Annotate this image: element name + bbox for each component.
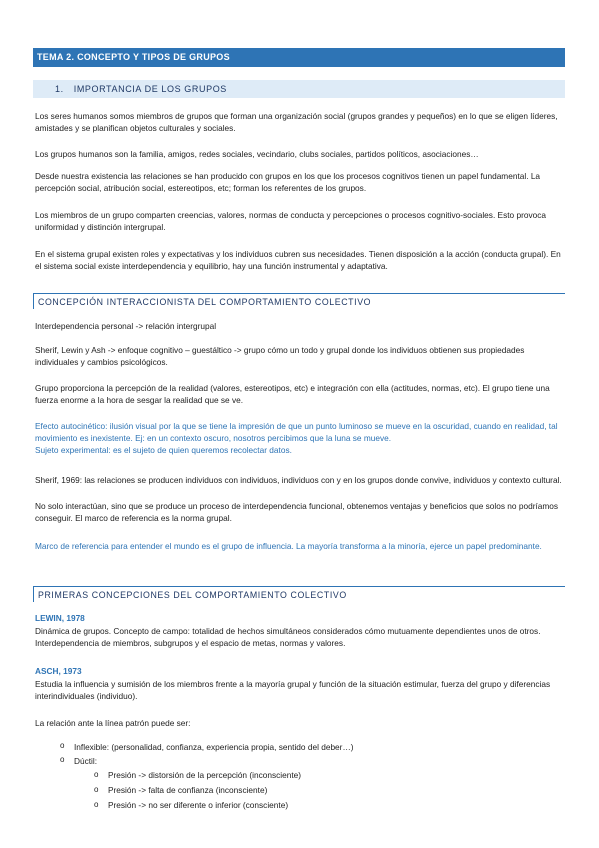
interaccionista-paragraph-1: Interdependencia personal -> relación intergrupal bbox=[35, 321, 217, 331]
sub-list-item: o Presión -> no ser diferente o inferior (consciente) bbox=[94, 798, 560, 813]
interaccionista-paragraph-3: Grupo proporciona la percepción de la realidad (valores, estereotipos, etc) e integración con ella (actitudes, normas, etc). El grupo tiene una fuerza enorme a la hora de sesgar la realidad que se ve. bbox=[35, 383, 550, 406]
experimental-subject-note: Sujeto experimental: es el sujeto de quien queremos recolectar datos. bbox=[35, 445, 292, 455]
relation-intro: La relación ante la línea patrón puede ser: bbox=[35, 718, 191, 728]
heading-primeras: PRIMERAS CONCEPCIONES DEL COMPORTAMIENTO COLECTIVO bbox=[33, 586, 565, 602]
asch-paragraph: Estudia la influencia y sumisión de los miembros frente a la mayoría grupal y función de la situación estimular, fuerza del grupo y diferencias interindividuales (individuo). bbox=[35, 679, 551, 702]
intro-paragraph-1: Los seres humanos somos miembros de grupos que forman una organización social (grupos grandes y pequeños) en lo que se eligen líderes, amistades y se planifican objetos culturales y sociales. bbox=[35, 111, 558, 134]
relation-list bbox=[60, 740, 560, 813]
list-item-label: Dúctil: bbox=[74, 756, 98, 766]
ductil-sublist bbox=[74, 768, 560, 813]
intro-paragraph-4: Los miembros de un grupo comparten creencias, valores, normas de conducta y percepciones o procesos cognitivo-sociales. Esto provoca uniformidad y distinción intergrupal. bbox=[35, 210, 546, 233]
interaccionista-paragraph-2: Sherif, Lewin y Ash -> enfoque cognitivo – guestáltico -> grupo cómo un todo y grupal donde los individuos obtienen sus propiedades individuales y cambios psicológicos. bbox=[35, 345, 525, 368]
interaccionista-paragraph-4: Sherif, 1969: las relaciones se producen individuos con individuos, individuos con y en los grupos donde convive, individuos y contexto cultural. bbox=[35, 475, 562, 485]
intro-paragraph-3: Desde nuestra existencia las relaciones se han producido con grupos en los que los procesos cognitivos tienen un papel fundamental. La percepción social, atribución social, estereotipos, etc; forman los referentes de los grupos. bbox=[35, 171, 541, 194]
autocinetic-effect-note: Efecto autocinético: ilusión visual por la que se tiene la impresión de que un punto luminoso se mueve en la oscuridad, cuando en realidad, tal movimiento es inexistente. Ej: en un contexto oscuro, nosotros percibimos que la luna se mueve. bbox=[35, 421, 558, 444]
heading-interaccionista: CONCEPCIÓN INTERACCIONISTA DEL COMPORTAMIENTO COLECTIVO bbox=[33, 293, 565, 309]
section-heading-1 bbox=[33, 80, 565, 98]
asch-title: ASCH, 1973 bbox=[35, 666, 82, 676]
topic-title: TEMA 2. CONCEPTO Y TIPOS DE GRUPOS bbox=[33, 48, 565, 67]
list-item-ductil bbox=[60, 754, 560, 813]
sub-list-item: o Presión -> falta de confianza (inconsciente) bbox=[94, 783, 560, 798]
intro-paragraph-2: Los grupos humanos son la familia, amigos, redes sociales, vecindario, clubs sociales, partidos políticos, asociaciones… bbox=[35, 149, 479, 159]
section-title: IMPORTANCIA DE LOS GRUPOS bbox=[73, 84, 227, 94]
section-number: 1. bbox=[55, 84, 64, 94]
list-item-label: Inflexible: (personalidad, confianza, experiencia propia, sentido del deber…) bbox=[74, 742, 354, 752]
lewin-paragraph: Dinámica de grupos. Concepto de campo: totalidad de hechos simultáneos considerados cómo mutuamente dependientes unos de otros. Interdependencia de miembros, subgrupos y el espacio de metas, normas y valores. bbox=[35, 626, 541, 649]
lewin-title: LEWIN, 1978 bbox=[35, 613, 85, 623]
interaccionista-paragraph-5: No solo interactúan, sino que se produce un proceso de interdependencia funcional, obtenemos ventajas y beneficios que solos no podríamos conseguir. El marco de referencia es la norma grupal. bbox=[35, 501, 559, 524]
intro-paragraph-5: En el sistema grupal existen roles y expectativas y los individuos cubren sus necesidades. Tienen disposición a la acción (conducta grupal). En el sistema social existe interdependencia y equilibrio, hay una función instrumental y adaptativa. bbox=[35, 249, 561, 272]
sub-list-item: o Presión -> distorsión de la percepción (inconsciente) bbox=[94, 768, 560, 783]
list-item-inflexible bbox=[60, 740, 560, 754]
reference-frame-note: Marco de referencia para entender el mundo es el grupo de influencia. La mayoría transforma a la minoría, ejerce un papel predominante. bbox=[35, 541, 542, 551]
